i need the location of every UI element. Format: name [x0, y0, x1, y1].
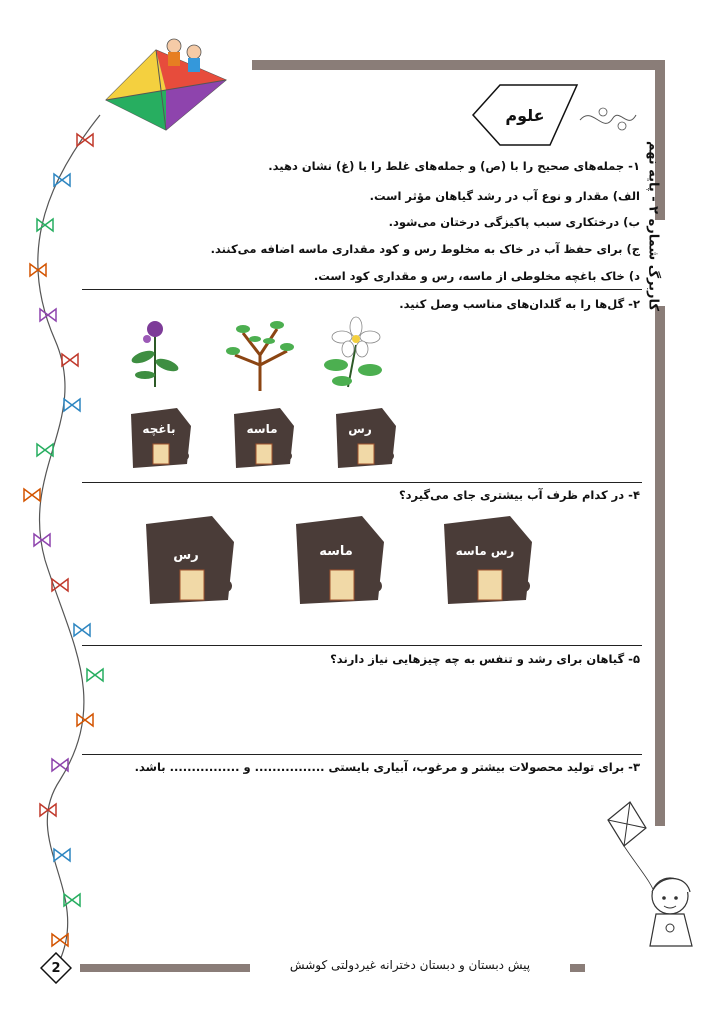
q5-prompt: ۵- گیاهان برای رشد و تنفس به چه چیزهایی نیاز دارند؟ — [330, 652, 640, 666]
container-ros-mase[interactable] — [438, 514, 538, 606]
separator-2 — [82, 482, 642, 483]
q2-prompt: ۲- گل‌ها را به گلدان‌های مناسب وصل کنید. — [399, 297, 640, 311]
swirl-decoration — [578, 100, 638, 140]
frame-right-bar-lower — [655, 306, 665, 826]
girl-with-kite-illustration — [600, 800, 710, 950]
soil-bag-icon — [438, 514, 538, 606]
tree-sapling-icon — [225, 315, 295, 393]
pot-mase[interactable] — [228, 406, 300, 470]
footer-school-name: پیش دبستان و دبستان دخترانه غیردولتی کوشش — [250, 958, 570, 972]
pot-ros[interactable] — [330, 406, 402, 470]
flower-purple-icon — [125, 315, 185, 390]
kite-string-decoration — [0, 40, 140, 1000]
container-label: رس ماسه — [455, 544, 515, 558]
separator-3 — [82, 645, 642, 646]
pot-label: باغچه — [142, 422, 176, 436]
q5-answer-area[interactable] — [82, 672, 642, 750]
separator-1 — [82, 289, 642, 290]
q4-prompt: ۴- در کدام ظرف آب بیشتری جای می‌گیرد؟ — [398, 488, 640, 502]
q1-item-a: الف) مقدار و نوع آب در رشد گیاهان مؤثر است. — [369, 189, 640, 203]
q1-item-b: ب) درختکاری سبب پاکیزگی درختان می‌شود. — [388, 215, 640, 229]
soil-bag-icon — [228, 406, 300, 470]
soil-bag-icon — [125, 406, 197, 470]
frame-top-bar — [252, 60, 665, 70]
container-label: رس — [173, 548, 199, 563]
vertical-title — [636, 141, 670, 311]
subject-badge — [470, 82, 580, 148]
soil-bag-icon — [330, 406, 402, 470]
page-number: 2 — [51, 960, 61, 976]
pot-label: رس — [348, 422, 372, 436]
page-number-badge — [40, 952, 72, 984]
subject-title: علوم — [505, 105, 545, 125]
container-mase[interactable] — [290, 514, 390, 606]
soil-bag-icon — [290, 514, 390, 606]
q3-prompt: ۳- برای تولید محصولات بیشتر و مرغوب، آبیاری بایستی ................ و ................ باشد. — [134, 760, 640, 774]
q1-item-d: د) خاک باغچه مخلوطی از ماسه، رس و مقداری کود است. — [313, 269, 640, 283]
separator-4 — [82, 754, 642, 755]
vertical-title-text: کاربرگ شماره ۲ - پایه نهم — [645, 141, 661, 311]
pot-label: ماسه — [246, 422, 278, 436]
kite-illustration — [96, 30, 236, 140]
container-ros[interactable] — [140, 514, 240, 606]
flower-white-icon — [318, 315, 393, 390]
q1-prompt: ۱- جمله‌های صحیح را با (ص) و جمله‌های غلط را با (غ) نشان دهید. — [268, 159, 640, 173]
container-label: ماسه — [319, 544, 353, 559]
q1-item-c: ج) برای حفظ آب در خاک به مخلوط رس و کود مقداری ماسه اضافه می‌کنند. — [210, 242, 640, 256]
pot-bagche[interactable] — [125, 406, 197, 470]
